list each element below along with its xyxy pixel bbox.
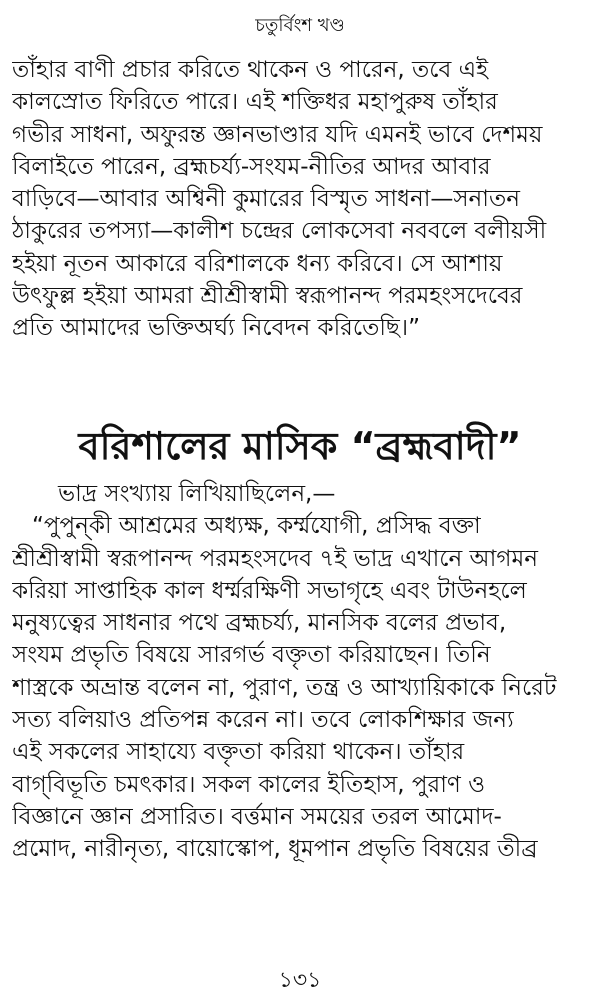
text-line: বিলাইতে পারেন, ব্রহ্মচর্য্য-সংযম-নীতির আদর আবার (12, 153, 491, 180)
text-line: এই সকলের সাহায্যে বক্তৃতা করিয়া থাকেন। তাঁহার (12, 739, 465, 766)
text-line: শ্রীশ্রীস্বামী স্বরূপানন্দ পরমহংসদেব ৭ই ভাদ্র এখানে আগমন (12, 545, 538, 572)
text-line: বাগ্‌বিভূতি চমৎকার। সকল কালের ইতিহাস, পুরাণ ও (12, 771, 486, 798)
text-line: “পুপুন্‌কী আশ্রমের অধ্যক্ষ, কর্ম্মযোগী, প্রসিদ্ধ বক্তা (32, 513, 481, 540)
paragraph-quote (12, 478, 588, 866)
text-line: ঠাকুরের তপস্যা—কালীশ চন্দ্রের লোকসেবা নববলে বলীয়সী (12, 218, 547, 245)
text-line: উৎফুল্ল হইয়া আমরা শ্রীশ্রীস্বামী স্বরূপানন্দ পরমহংসদেবের (12, 283, 523, 310)
running-head: চতুর্বিংশ খণ্ড (255, 15, 345, 36)
text-line: মনুষ্যত্বের সাধনার পথে ব্রহ্মচর্য্য, মানসিক বলের প্রভাব, (12, 610, 507, 637)
text-line: প্রমোদ, নারীনৃত্য, বায়োস্কোপ, ধূমপান প্রভৃতি বিষয়ের তীব্র (12, 836, 538, 863)
text-line: ভাদ্র সংখ্যায় লিখিয়াছিলেন,— (58, 481, 336, 507)
text-line: গভীর সাধনা, অফুরন্ত জ্ঞানভাণ্ডার যদি এমনই ভাবে দেশময় (12, 121, 543, 148)
text-line: করিয়া সাপ্তাহিক কাল ধর্ম্মরক্ষিণী সভাগৃহে এবং টাউনহলে (12, 577, 527, 604)
text-line: প্রতি আমাদের ভক্তিঅর্ঘ্য নিবেদন করিতেছি।” (12, 315, 420, 342)
text-line: তাঁহার বাণী প্রচার করিতে থাকেন ও পারেন, তবে এই (12, 57, 489, 83)
section-heading: বরিশালের মাসিক “ব্রহ্মবাদী” (78, 424, 522, 468)
text-line: সংযম প্রভৃতি বিষয়ে সারগর্ভ বক্তৃতা করিয়াছেন। তিনি (12, 642, 491, 669)
text-line: কালস্রোত ফিরিতে পারে। এই শক্তিধর মহাপুরুষ তাঁহার (12, 89, 498, 116)
text-line: সত্য বলিয়াও প্রতিপন্ন করেন না। তবে লোকশিক্ষার জন্য (12, 707, 514, 734)
text-line: বিজ্ঞানে জ্ঞান প্রসারিত। বর্ত্তমান সময়ের তরল আমোদ- (12, 803, 502, 830)
text-line: হইয়া নূতন আকারে বরিশালকে ধন্য করিবে। সে আশায় (12, 250, 503, 277)
page-number: ১৩১ (278, 968, 322, 993)
text-line: বাড়িবে—আবার অশ্বিনী কুমারের বিস্মৃত সাধনা—সনাতন (12, 186, 520, 213)
paragraph-continued (12, 54, 588, 345)
text-line: শাস্ত্রকে অভ্রান্ত বলেন না, পুরাণ, তন্ত্র ও আখ্যায়িকাকে নিরেট (12, 674, 557, 701)
